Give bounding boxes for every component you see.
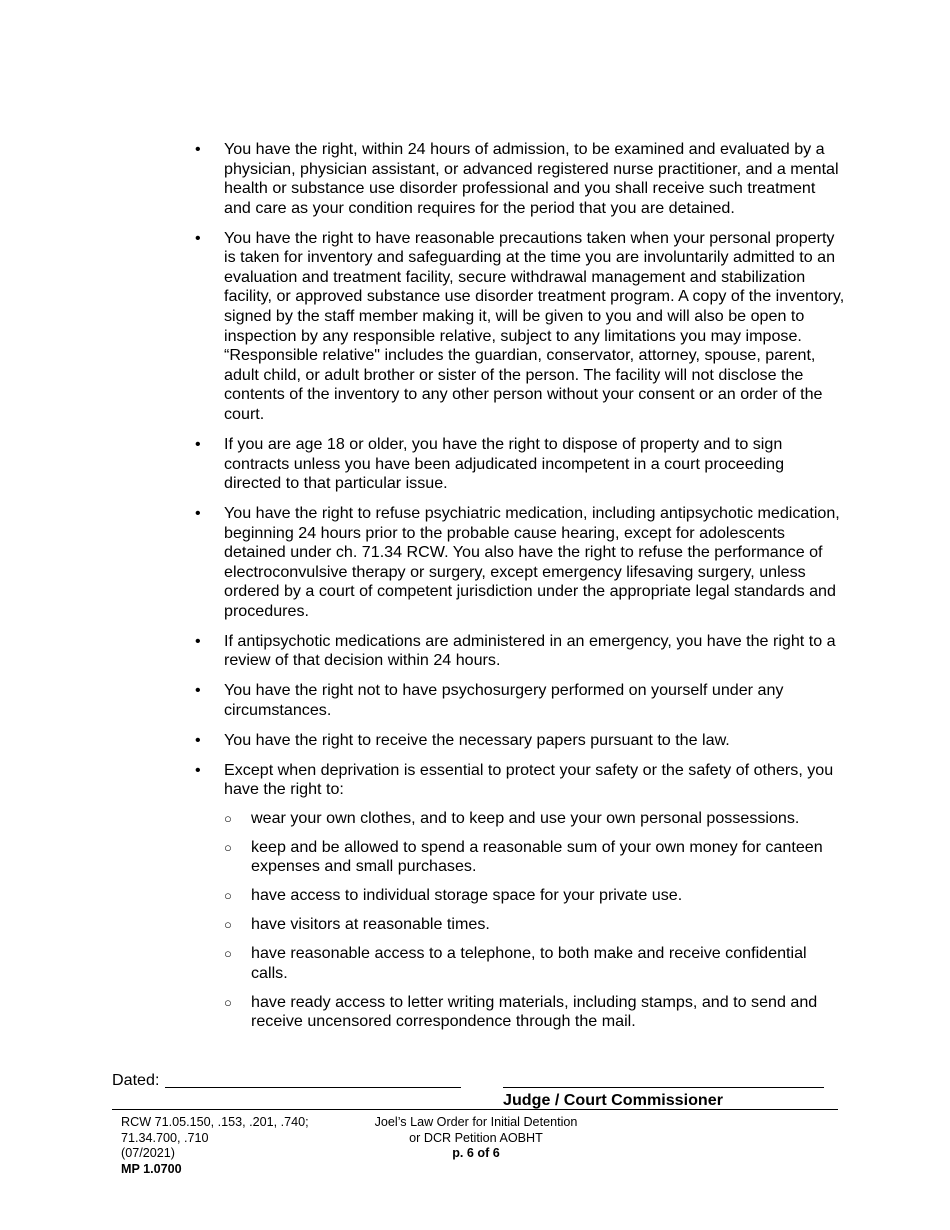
- bullet-icon: •: [195, 434, 201, 453]
- date-signature-line: [165, 1087, 461, 1088]
- sub-right-text: have reasonable access to a telephone, to both make and receive confidential calls.: [251, 944, 807, 982]
- revision-date: (07/2021): [121, 1146, 175, 1161]
- right-text: You have the right not to have psychosurgery performed on yourself under any circumstances.: [224, 681, 784, 719]
- bullet-icon: •: [195, 503, 201, 522]
- rights-list: [195, 140, 845, 1042]
- sub-right-text: have visitors at reasonable times.: [251, 915, 490, 934]
- right-text: You have the right, within 24 hours of admission, to be examined and evaluated by a physician, physician assistant, or advanced registered nurse practitioner, and a mental health or substance use disorder professional and you shall receive such treatment and care as your condition requires for the period that you are detained.: [224, 140, 839, 217]
- bullet-icon: •: [195, 760, 201, 779]
- right-item: [195, 761, 845, 1032]
- right-item: [195, 731, 845, 751]
- circle-bullet-icon: ○: [224, 917, 232, 933]
- statute-line: RCW 71.05.150, .153, .201, .740;: [121, 1115, 309, 1129]
- right-item: [195, 681, 845, 720]
- sub-right-item: [224, 993, 845, 1032]
- judge-label: Judge / Court Commissioner: [503, 1091, 723, 1109]
- sub-right-text: have access to individual storage space for your private use.: [251, 886, 683, 905]
- dated-label: Dated:: [112, 1071, 160, 1089]
- sub-rights-list: [224, 809, 845, 1032]
- form-number: MP 1.0700: [121, 1161, 182, 1176]
- sub-right-text: have ready access to letter writing materials, including stamps, and to send and receive uncensored correspondence through the mail.: [251, 992, 818, 1031]
- bullet-icon: •: [195, 631, 201, 650]
- sub-right-item: [224, 944, 845, 983]
- sub-right-item: [224, 915, 845, 935]
- sub-right-item: [224, 838, 845, 877]
- right-item: [195, 632, 845, 671]
- sub-right-item: [224, 809, 845, 829]
- footer-statutes: [121, 1115, 309, 1177]
- circle-bullet-icon: ○: [224, 946, 232, 962]
- right-item: [195, 140, 845, 218]
- footer-divider: [112, 1109, 838, 1110]
- bullet-icon: •: [195, 730, 201, 749]
- judge-signature-line: [503, 1087, 824, 1088]
- right-text: You have the right to refuse psychiatric medication, including antipsychotic medication, beginning 24 hours prior to the probable cause hearing, except for adolescents detained under ch. 71.34 RCW. You also have the right to refuse the performance of electroconvulsive therapy or surgery, except emergency lifesaving surgery, unless ordered by a court of competent jurisdiction under the appropriate legal standards and procedures.: [224, 503, 840, 620]
- right-text: You have the right to have reasonable precautions taken when your personal property is taken for inventory and safeguarding at the time you are involuntarily admitted to an evaluation and treatment facility, secure withdrawal management and stabilization facility, or approved substance use disorder treatment program. A copy of the inventory, signed by the staff member making it, will be given to you and will also be open to inspection by any responsible relative, subject to any limitations you may impose. “Responsible relative" includes the guardian, conservator, attorney, spouse, parent, adult child, or adult brother or sister of the person. The facility will not disclose the contents of the inventory to any other person without your consent or an order of the court.: [224, 228, 845, 424]
- bullet-icon: •: [195, 140, 201, 158]
- right-item: [195, 229, 845, 425]
- footer-title: [345, 1115, 607, 1162]
- circle-bullet-icon: ○: [224, 839, 232, 855]
- sub-right-text: keep and be allowed to spend a reasonable sum of your own money for canteen expenses and small purchases.: [251, 837, 823, 876]
- statute-line: 71.34.700, .710: [121, 1130, 209, 1145]
- right-text: If antipsychotic medications are administered in an emergency, you have the right to a review of that decision within 24 hours.: [224, 631, 836, 670]
- circle-bullet-icon: ○: [224, 810, 232, 826]
- sub-right-text: wear your own clothes, and to keep and use your own personal possessions.: [251, 808, 800, 827]
- circle-bullet-icon: ○: [224, 994, 232, 1010]
- page-number: p. 6 of 6: [452, 1146, 500, 1161]
- right-item: [195, 504, 845, 622]
- right-text: If you are age 18 or older, you have the right to dispose of property and to sign contracts unless you have been adjudicated incompetent in a court proceeding directed to that particular issue.: [224, 434, 785, 493]
- bullet-icon: •: [195, 228, 201, 247]
- right-text: Except when deprivation is essential to protect your safety or the safety of others, you have the right to:: [224, 760, 834, 799]
- bullet-icon: •: [195, 681, 201, 700]
- right-text: You have the right to receive the necessary papers pursuant to the law.: [224, 730, 730, 749]
- form-title-line: or DCR Petition AOBHT: [409, 1130, 543, 1145]
- circle-bullet-icon: ○: [224, 888, 232, 904]
- form-title-line: Joel’s Law Order for Initial Detention: [374, 1115, 578, 1129]
- sub-right-item: [224, 886, 845, 906]
- right-item: [195, 435, 845, 494]
